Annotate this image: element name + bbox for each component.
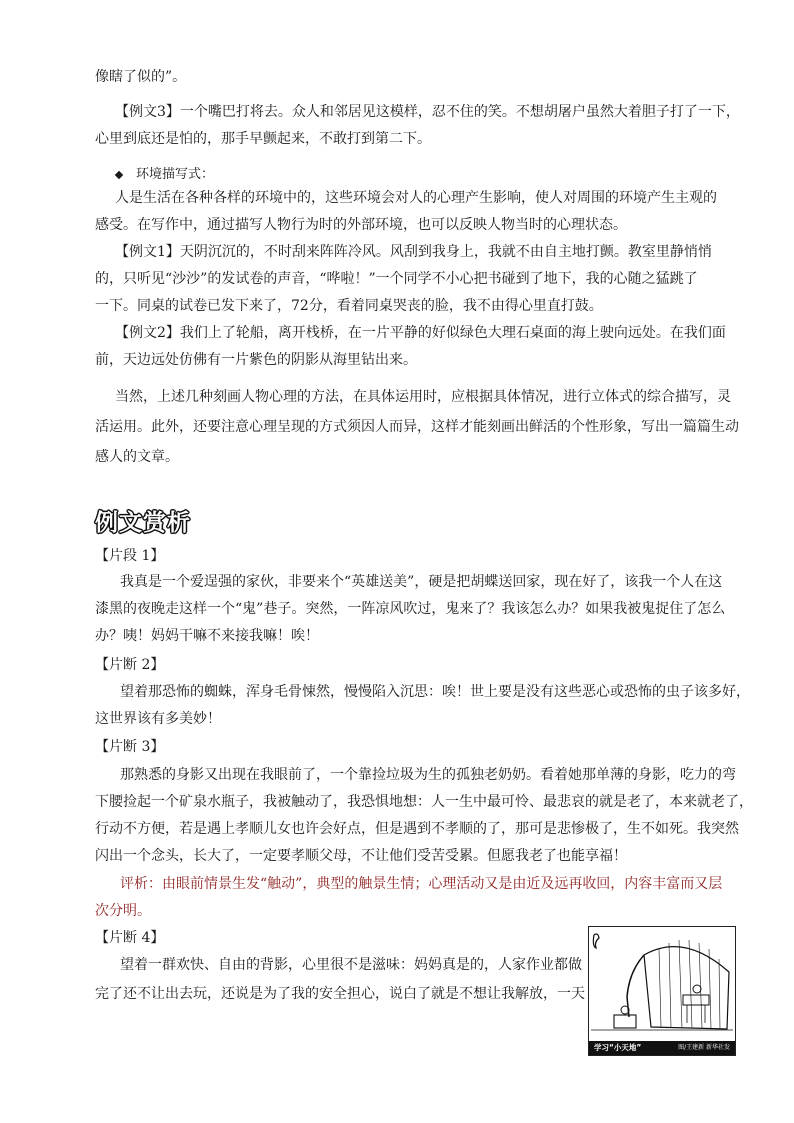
cartoon-illustration [588,926,736,1056]
text-line: 那熟悉的身影又出现在我眼前了，一个靠捡垃圾为生的孤独老奶奶。看着她那单薄的身影，吃力的弯 [120,767,736,783]
text-line: 感受。在写作中，通过描写人物行为时的外部环境，也可以反映人物当时的心理状态。 [95,217,627,233]
text-line: 人是生活在各种各样的环境中的，这些环境会对人的心理产生影响，使人对周围的环境产生主观的 [115,190,717,206]
comment-line: 次分明。 [95,903,151,919]
comment-line: 评析：由眼前情景生发“触动”，典型的触景生情；心理活动又是由近及远再收回，内容丰富而又层 [120,876,723,892]
birdcage-cartoon-icon [589,927,735,1041]
cartoon-credit: 图/王建新 新华社发 [678,1044,730,1051]
text-line: 当然，上述几种刻画人物心理的方法，在具体运用时，应根据具体情况，进行立体式的综合描写，灵 [115,389,731,405]
fragment-label: 【片断 4】 [95,930,165,946]
text-line: 行动不方便，若是遇上孝顺儿女也许会好点，但是遇到不孝顺的了，那可是悲惨极了，生不如死。我突然 [95,821,739,837]
text-line: 【例文1】天阴沉沉的，不时刮来阵阵冷风。风刮到我身上，我就不由自主地打颤。教室里静悄悄 [115,244,712,260]
text-line: 闪出一个念头，长大了，一定要孝顺父母，不让他们受苦受累。但愿我老了也能享福！ [95,848,627,864]
text-line: 一下。同桌的试卷已发下来了，72分，看着同桌哭丧的脸，我不由得心里直打鼓。 [95,298,603,314]
text-line: 望着一群欢快、自由的背影，心里很不是滋味：妈妈真是的，人家作业都做 [120,957,582,973]
bullet-label: 环境描写式： [136,167,215,182]
text-line: 感人的文章。 [95,449,179,465]
text-line: 完了还不让出去玩，还说是为了我的安全担心，说白了就是不想让我解放，一天 [95,986,585,1002]
text-line: 漆黑的夜晚走这样一个“鬼”巷子。突然，一阵凉风吹过，鬼来了？我该怎么办？如果我被鬼捉住了怎么 [95,601,726,617]
text-line: 的，只听见“沙沙”的发试卷的声音，“哗啦！”一个同学不小心把书碰到了地下，我的心随之猛跳了 [95,271,698,287]
diamond-bullet-icon [115,170,123,178]
text-line: 下腰捡起一个矿泉水瓶子，我被触动了，我恐惧地想：人一生中最可怜、最悲哀的就是老了，本来就老了， [95,794,753,810]
text-line: 前，天边远处仿佛有一片紫色的阴影从海里钻出来。 [95,352,417,368]
fragment-label: 【片段 1】 [95,548,165,564]
text-line: 【例文2】我们上了轮船，离开栈桥，在一片平静的好似绿色大理石桌面的海上驶向远处。在我们面 [115,325,726,341]
text-line: 我真是一个爱逞强的家伙，非要来个“英雄送美”，硬是把胡蝶送回家，现在好了，该我一个人在这 [120,574,723,590]
text-line: 【例文3】一个嘴巴打将去。众人和邻居见这模样，忍不住的笑。不想胡屠户虽然大着胆子打了一下， [115,104,740,120]
bullet-item [116,165,214,185]
text-line: 心里到底还是怕的，那手早颤起来，不敢打到第二下。 [95,131,431,147]
cartoon-caption: 学习“小天地” [594,1043,642,1052]
text-line: 这世界该有多美妙！ [95,711,221,727]
text-line: 办？咦！妈妈干嘛不来接我嘛！唉！ [95,628,319,644]
text-line: 望着那恐怖的蜘蛛，浑身毛骨悚然，慢慢陷入沉思：唉！世上要是没有这些恶心或恐怖的虫子该多好， [120,684,750,700]
fragment-label: 【片断 3】 [95,739,165,755]
fragment-label: 【片断 2】 [95,657,165,673]
section-title: 例文赏析 [95,510,191,536]
text-line: 活运用。此外，还要注意心理呈现的方式须因人而异，这样才能刻画出鲜活的个性形象，写出一篇篇生动 [95,419,739,435]
cartoon-caption-bar [589,1041,735,1055]
text-line: 像瞎了似的”。 [95,69,187,85]
